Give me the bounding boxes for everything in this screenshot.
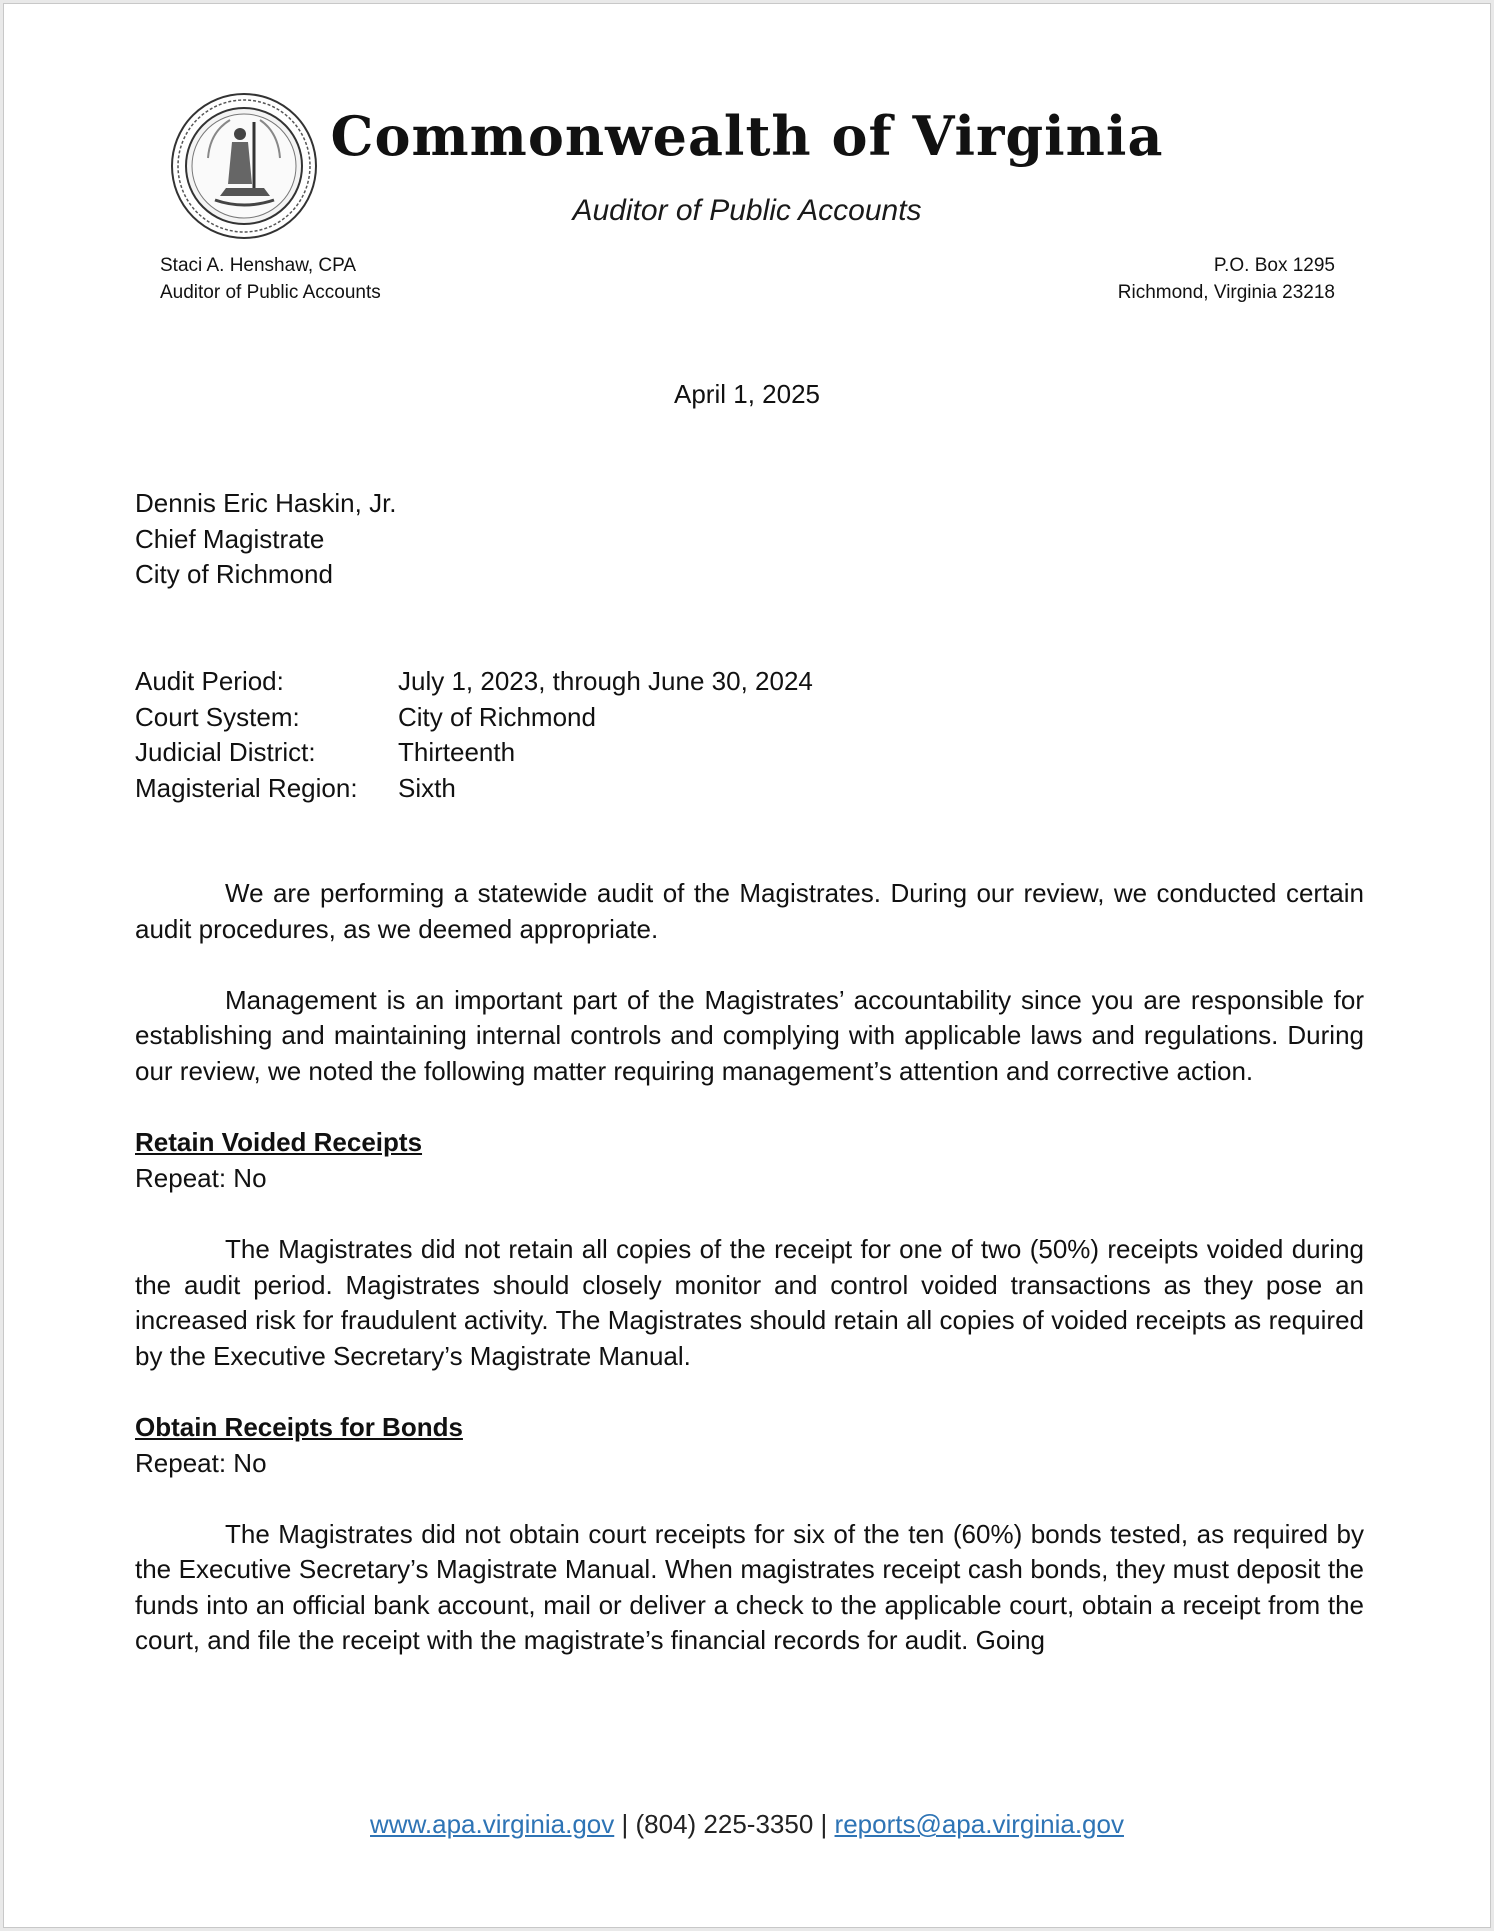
page-footer xyxy=(4,1809,1490,1840)
sender-block xyxy=(160,252,381,306)
finding-heading-bond-receipts: Obtain Receipts for Bonds xyxy=(135,1411,463,1442)
audit-info-table xyxy=(135,664,813,806)
finding-heading-voided-receipts: Retain Voided Receipts xyxy=(135,1127,423,1158)
email-link[interactable]: reports@apa.virginia.gov xyxy=(834,1809,1124,1839)
finding-repeat-status: Repeat: No xyxy=(135,1162,267,1193)
auditor-name: Staci A. Henshaw, CPA xyxy=(160,255,357,276)
phone-number: (804) 225-3350 xyxy=(635,1809,814,1839)
audit-info-row xyxy=(135,664,813,700)
organization-title: Commonwealth of Virginia xyxy=(330,104,1164,168)
audit-info-label: Judicial District: xyxy=(135,737,316,767)
po-box: P.O. Box 1295 xyxy=(1213,255,1335,276)
addressee-block xyxy=(135,486,397,593)
letter-date: April 1, 2025 xyxy=(674,379,820,409)
audit-info-value: City of Richmond xyxy=(398,701,596,732)
finding-text-bond-receipts: The Magistrates did not obtain court receipts for six of the ten (60%) bonds tested, as required by the Executive Secretary’s Magistrate Manual. When magistrates receipt cash bonds, they must deposit the funds into an official bank account, mail or deliver a check to the applicable court, obtain a receipt from the court, and file the receipt with the magistrate’s financial records for audit. Going xyxy=(135,1518,1364,1656)
audit-info-row xyxy=(135,735,813,771)
letter-page xyxy=(3,3,1491,1928)
addressee-title: Chief Magistrate xyxy=(135,523,325,554)
audit-info-row xyxy=(135,771,813,807)
letter-body xyxy=(135,876,1364,1695)
audit-info-label: Audit Period: xyxy=(135,666,284,696)
website-link[interactable]: www.apa.virginia.gov xyxy=(370,1809,615,1839)
mailing-address-block xyxy=(1118,252,1335,306)
audit-info-label: Court System: xyxy=(135,701,300,732)
audit-info-value: Thirteenth xyxy=(398,737,516,767)
finding-text-voided-receipts: The Magistrates did not retain all copies of the receipt for one of two (50%) receipts voided during the audit period. Magistrates should closely monitor and control voided transactions as they pose an increased risk for fraudulent activity. The Magistrates should retain all copies of voided receipts as required by the Executive Secretary’s Magistrate Manual. xyxy=(135,1233,1364,1371)
addressee-locality: City of Richmond xyxy=(135,559,333,589)
finding-repeat-status: Repeat: No xyxy=(135,1447,267,1478)
management-paragraph: Management is an important part of the Magistrates’ accountability since you are responsible for establishing and maintaining internal controls and complying with applicable laws and regulations. During our review, we noted the following matter requiring management’s attention and corrective action. xyxy=(135,984,1364,1086)
footer-separator: | xyxy=(621,1809,629,1839)
office-subtitle: Auditor of Public Accounts xyxy=(572,194,922,227)
audit-info-row xyxy=(135,700,813,736)
audit-info-label: Magisterial Region: xyxy=(135,772,358,803)
addressee-name: Dennis Eric Haskin, Jr. xyxy=(135,488,397,518)
auditor-title: Auditor of Public Accounts xyxy=(160,282,381,303)
city-state-zip: Richmond, Virginia 23218 xyxy=(1117,282,1335,303)
audit-info-value: Sixth xyxy=(398,772,456,803)
intro-paragraph: We are performing a statewide audit of the Magistrates. During our review, we conducted certain audit procedures, as we deemed appropriate. xyxy=(135,878,1364,944)
audit-info-value: July 1, 2023, through June 30, 2024 xyxy=(398,666,813,696)
footer-separator: | xyxy=(820,1809,828,1839)
